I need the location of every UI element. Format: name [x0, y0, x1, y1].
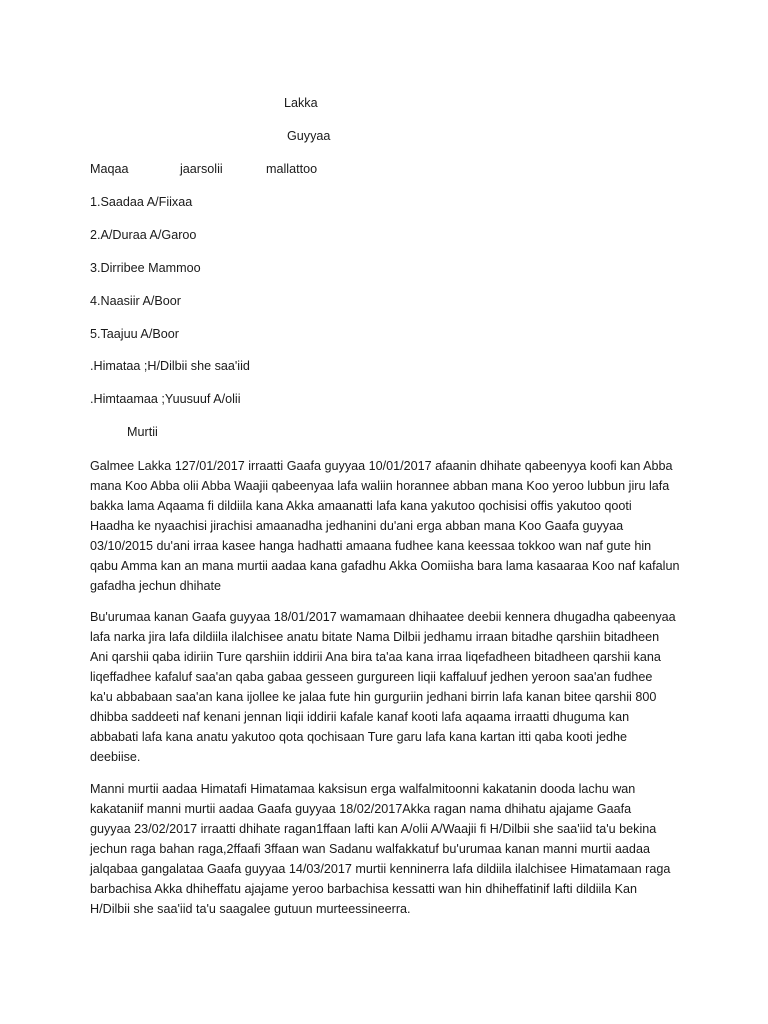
paragraph-line: liqeffadhee kafaluf saa'an qaba gabaa gesseen gurgureen liqii kaffaluuf jedhen yeroon saa'an fudhee [90, 670, 653, 684]
column-header-elders: jaarsolii [180, 162, 223, 176]
member-5: 5.Taajuu A/Boor [90, 327, 179, 341]
paragraph-line: abbabati lafa kana anatu yakutoo qota qochisaan Ture garu lafa kana kartan itti qaba kooti jedhe [90, 730, 628, 744]
paragraph-line: qabu Amma kan an mana murtii aadaa kana gafadhu Akka Oomiisha bara lama kasaaraa Koo naf kafalun [90, 559, 680, 573]
member-4: 4.Naasiir A/Boor [90, 294, 181, 308]
paragraph-line: Manni murtii aadaa Himatafi Himatamaa kaksisun erga walfalmitoonni kakatanin dooda lachu wan [90, 782, 636, 796]
paragraph-claim [90, 456, 679, 596]
paragraph-response [90, 607, 676, 767]
paragraph-line: guyyaa 23/02/2017 irraatti dhihate ragan1ffaan lafti kan A/olii A/Waajii fi H/Dilbii she saa'iid ta'u bekina [90, 822, 657, 836]
paragraph-line: jechun raga bahan raga,2ffaafi 3ffaan wan Sadanu walfakkatuf bu'urumaa kanan manni murtii aadaa [90, 842, 650, 856]
paragraph-line: barbachisa Akka dhiheffatu ajajame yeroo barbachisa kessatti wan hin dhiheffatinif lafti dildiila Kan [90, 882, 638, 896]
column-header-name: Maqaa [90, 162, 129, 176]
paragraph-line: 03/10/2015 du'ani irraa kasee hanga hadhatti amaana fudhee kana keessaa tokkoo wan naf gute hin [90, 539, 652, 553]
plaintiff-line: .Himataa ;H/Dilbii she saa'iid [90, 359, 250, 373]
paragraph-line: jalqabaa gangalataa Gaafa guyyaa 14/03/2017 murtii kenninerra lafa dildiila ilalchisee Himatamaan raga [90, 862, 671, 876]
paragraph-line: dhibba saddeeti naf kenani jennan liqii iddirii kafale kanaf kooti lafa aqaama irraatti dhuguma kan [90, 710, 630, 724]
member-1: 1.Saadaa A/Fiixaa [90, 195, 193, 209]
column-header-signature: mallattoo [266, 162, 318, 176]
member-3: 3.Dirribee Mammoo [90, 261, 201, 275]
paragraph-line: mana Koo Abba olii Abba Waajii qabeenyaa lafa waliin horannee abban mana Koo yeroo lubbun jiru lafa [90, 479, 670, 493]
paragraph-line: kakataniif manni murtii aadaa Gaafa guyyaa 18/02/2017Akka ragan nama dhihatu ajajame Gaafa [90, 802, 632, 816]
paragraph-line: bakka lama Aqaama fi dildiila kana Akka amaanatti lafa kana yakutoo qochisisi offis yakutoo qooti [90, 499, 632, 513]
paragraph-line: deebiise. [90, 750, 141, 764]
paragraph-line: Haadha ke nyaachisi jirachisi amaanadha jedhanini du'ani erga abban mana Koo Gaafa guyyaa [90, 519, 624, 533]
paragraph-line: Galmee Lakka 127/01/2017 irraatti Gaafa guyyaa 10/01/2017 afaanin dhihate qabeenyya koofi kan Abba [90, 459, 673, 473]
paragraph-decision [90, 779, 670, 919]
paragraph-line: H/Dilbii she saa'iid ta'u saagalee gutuun murteessineerra. [90, 902, 411, 916]
paragraph-line: lafa narka jira lafa dildiila ilalchisee anatu bitate Nama Dilbii jedhamu irraan bitadhe qarshiin bitadheen [90, 630, 660, 644]
paragraph-line: gafadha jechun dhihate [90, 579, 221, 593]
paragraph-line: Bu'urumaa kanan Gaafa guyyaa 18/01/2017 wamamaan dhihaatee deebii kennera dhugadha qabeenyaa [90, 610, 676, 624]
case-number-label: Lakka [284, 96, 318, 110]
paragraph-line: Ani qarshii qaba idiriin Ture qarshiin iddirii Ana bira ta'aa kana irraa liqefadheen bitadheen qarshii kana [90, 650, 661, 664]
member-2: 2.A/Duraa A/Garoo [90, 228, 197, 242]
defendant-line: .Himtaamaa ;Yuusuuf A/olii [90, 392, 241, 406]
verdict-heading: Murtii [127, 425, 158, 439]
paragraph-line: ka'u abbabaan saa'an kana ijollee ke jalaa fute hin gurguriin jedhani birrin lafa kanan bitee qarshii 800 [90, 690, 657, 704]
date-label: Guyyaa [287, 129, 331, 143]
